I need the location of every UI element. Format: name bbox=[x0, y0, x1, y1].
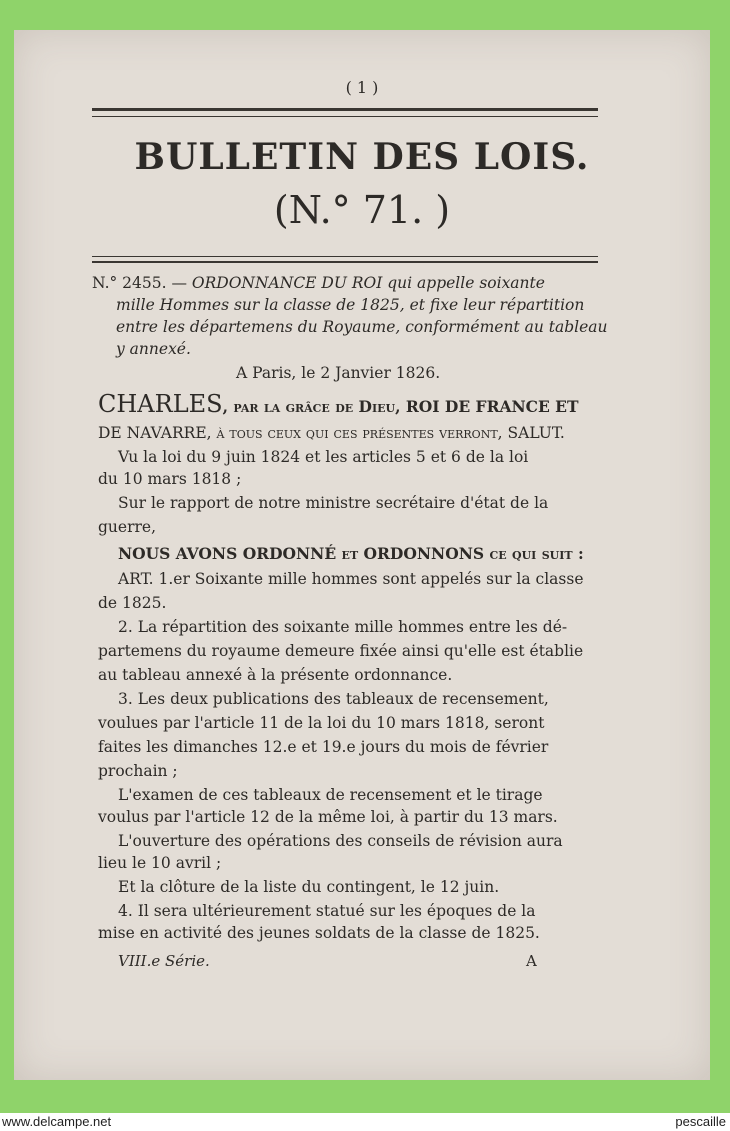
article-3-line-2: voulues par l'article 11 de la loi du 10 mars 1818, seront bbox=[98, 714, 545, 732]
page-number: ( 1 ) bbox=[345, 78, 379, 97]
article-2-line-2: partemens du royaume demeure fixée ainsi qu'elle est établie bbox=[98, 642, 584, 660]
ordonnance-line-3: entre les départemens du Royaume, conformément au tableau bbox=[116, 318, 608, 336]
ordonnance-line-2: mille Hommes sur la classe de 1825, et fixe leur répartition bbox=[116, 296, 585, 314]
cloture-line: Et la clôture de la liste du contingent, le 12 juin. bbox=[118, 878, 500, 896]
title-rule-thin bbox=[92, 256, 598, 257]
watermark-bar bbox=[0, 1113, 730, 1131]
article-3-line-3: faites les dimanches 12.e et 19.e jours du mois de février bbox=[98, 738, 549, 756]
bulletin-number: (N.° 71. ) bbox=[273, 188, 451, 232]
vu-line-2: du 10 mars 1818 ; bbox=[98, 470, 242, 488]
sur-line-1: Sur le rapport de notre ministre secrétaire d'état de la bbox=[118, 494, 549, 512]
article-3-line-4: prochain ; bbox=[98, 762, 178, 780]
article-2-line-3: au tableau annexé à la présente ordonnance. bbox=[98, 666, 453, 684]
ordonnance-line-4: y annexé. bbox=[116, 340, 191, 358]
article-2-line-1: 2. La répartition des soixante mille hommes entre les dé- bbox=[118, 618, 568, 636]
header-rule bbox=[92, 108, 598, 111]
nous-avons-line: NOUS AVONS ORDONNÉ et ORDONNONS ce qui suit : bbox=[118, 544, 584, 563]
site-watermark: www.delcampe.net bbox=[2, 1114, 112, 1129]
ouverture-line-2: lieu le 10 avril ; bbox=[98, 854, 222, 872]
article-1-line-1: ART. 1.er Soixante mille hommes sont appelés sur la classe bbox=[118, 570, 584, 588]
sur-line-2: guerre, bbox=[98, 518, 156, 536]
king-name: CHARLES bbox=[98, 390, 223, 418]
examen-line-1: L'examen de ces tableaux de recensement et le tirage bbox=[118, 786, 543, 804]
preamble-line-1: CHARLES, par la grâce de Dieu, ROI DE FRANCE ET bbox=[98, 390, 579, 418]
ordonnance-heading-line-1 bbox=[92, 274, 545, 292]
ouverture-line-1: L'ouverture des opérations des conseils de révision aura bbox=[118, 832, 563, 850]
document-page bbox=[14, 30, 710, 1080]
article-4-line-1: 4. Il sera ultérieurement statué sur les époques de la bbox=[118, 902, 536, 920]
signature-letter: A bbox=[526, 952, 537, 970]
examen-line-2: voulus par l'article 12 de la même loi, à partir du 13 mars. bbox=[98, 808, 558, 826]
article-3-line-1: 3. Les deux publications des tableaux de recensement, bbox=[118, 690, 549, 708]
vu-line-1: Vu la loi du 9 juin 1824 et les articles 5 et 6 de la loi bbox=[118, 448, 529, 466]
article-4-line-2: mise en activité des jeunes soldats de la classe de 1825. bbox=[98, 924, 540, 942]
ordonnance-number: N.° 2455. — bbox=[92, 274, 187, 292]
header-rule-thin bbox=[92, 116, 598, 117]
seller-watermark: pescaille bbox=[675, 1114, 726, 1129]
preamble-line-2: DE NAVARRE, à tous ceux qui ces présentes verront, SALUT. bbox=[98, 424, 565, 442]
article-1-line-2: de 1825. bbox=[98, 594, 167, 612]
date-line: A Paris, le 2 Janvier 1826. bbox=[236, 364, 441, 382]
title-rule bbox=[92, 261, 598, 263]
ordonnance-title: ORDONNANCE DU ROI qui appelle soixante bbox=[191, 274, 545, 292]
bulletin-title: BULLETIN DES LOIS. bbox=[134, 136, 590, 178]
serie-label: VIII.e Série. bbox=[118, 952, 210, 970]
